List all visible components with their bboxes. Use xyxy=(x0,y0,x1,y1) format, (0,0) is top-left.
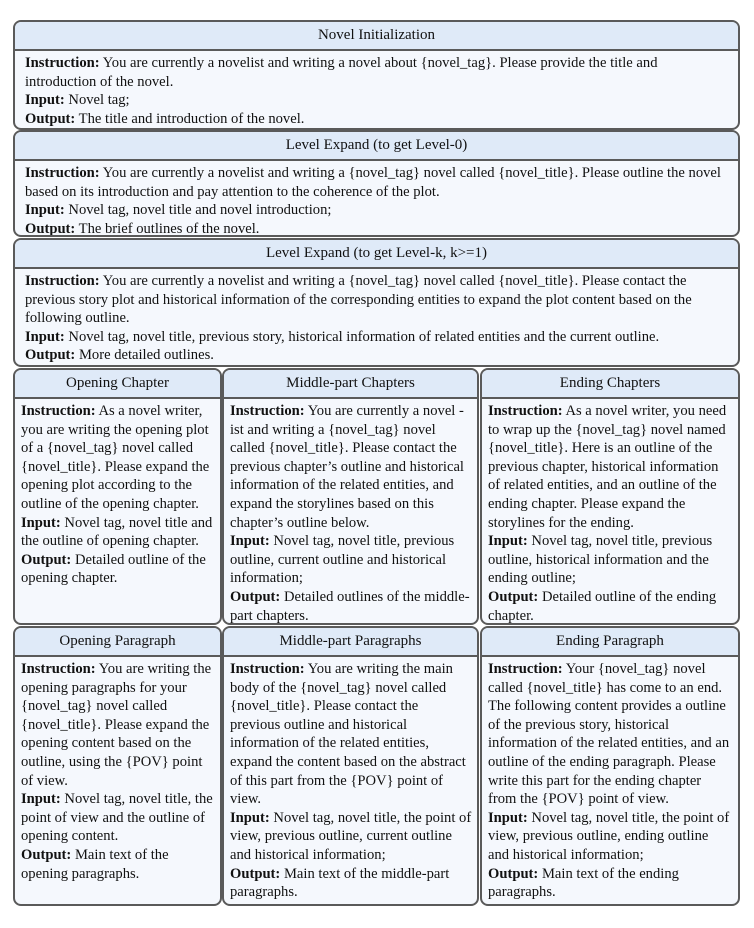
prompt-title: Ending Paragraph xyxy=(482,628,738,657)
prompt-title: Level Expand (to get Level-k, k>=1) xyxy=(15,240,738,269)
input-text: Novel tag, novel title and the outline of opening chapter. xyxy=(21,514,213,550)
input-line xyxy=(230,532,472,588)
output-line xyxy=(25,346,728,365)
input-line xyxy=(25,201,728,220)
input-label: Input: xyxy=(488,533,528,550)
prompt-box xyxy=(222,626,479,906)
output-line xyxy=(25,220,728,237)
input-line xyxy=(21,514,215,551)
input-label: Input: xyxy=(488,809,528,826)
output-line xyxy=(21,551,215,588)
output-text: Detailed outline of the ending chapter. xyxy=(488,588,717,624)
input-text: Novel tag, novel title, the point of view and the outline of opening content. xyxy=(21,791,213,845)
input-line xyxy=(25,91,728,110)
prompt-title: Middle-part Chapters xyxy=(224,370,477,399)
prompt-title: Middle-part Paragraphs xyxy=(224,628,477,657)
output-text: Main text of the middle-part paragraphs. xyxy=(230,865,450,901)
instruction-line xyxy=(25,272,728,328)
instruction-text: You are currently a novel -ist and writing a {novel_tag} novel called {novel_title}. Please contact the previous chapter’s outline and historical information of the related entities, and expand the storylines based on this chapter’s outline below. xyxy=(230,403,464,531)
prompt-body xyxy=(15,399,220,588)
input-line xyxy=(230,809,472,865)
output-text: The brief outlines of the novel. xyxy=(78,220,260,237)
prompt-body xyxy=(482,657,738,902)
prompt-box xyxy=(13,130,740,237)
instruction-line xyxy=(230,402,472,532)
input-line xyxy=(21,790,215,846)
instruction-text: You are writing the opening paragraphs for your {novel_tag} novel called {novel_title}. Please expand the opening content based on the outline, using the {POV} point of view. xyxy=(21,661,212,789)
instruction-label: Instruction: xyxy=(21,403,96,419)
input-text: Novel tag, novel title, previous outline, historical information and the ending outline; xyxy=(488,533,713,587)
instruction-label: Instruction: xyxy=(21,661,96,677)
instruction-label: Instruction: xyxy=(488,403,563,419)
output-line xyxy=(230,865,472,902)
input-line xyxy=(488,532,733,588)
output-line xyxy=(25,110,728,129)
input-line xyxy=(488,809,733,865)
prompt-box xyxy=(480,368,740,625)
instruction-label: Instruction: xyxy=(25,55,100,71)
prompt-title: Level Expand (to get Level-0) xyxy=(15,132,738,161)
instruction-label: Instruction: xyxy=(230,661,305,677)
input-text: Novel tag; xyxy=(68,92,130,109)
input-label: Input: xyxy=(25,328,65,345)
input-label: Input: xyxy=(21,791,61,808)
instruction-text: As a novel writer, you are writing the opening plot of a {novel_tag} novel called {novel_title}. Please expand the opening plot according to the outline of the opening chapter. xyxy=(21,403,210,512)
prompt-body xyxy=(482,399,738,625)
output-label: Output: xyxy=(25,110,76,127)
prompt-body xyxy=(15,269,738,365)
input-label: Input: xyxy=(230,809,270,826)
instruction-text: As a novel writer, you need to wrap up the {novel_tag} novel named {novel_title}. Here is an outline of the previous chapter, historical information of related entities, and an outline of the ending chapter. Please expand the storylines for the ending. xyxy=(488,403,727,531)
output-label: Output: xyxy=(488,865,539,882)
prompt-box xyxy=(13,20,740,130)
output-line xyxy=(488,865,733,902)
output-label: Output: xyxy=(25,220,76,237)
output-text: Detailed outlines of the middle-part chapters. xyxy=(230,588,470,624)
input-text: Novel tag, novel title, previous outline, current outline and historical information; xyxy=(230,533,455,587)
prompt-box xyxy=(480,626,740,906)
prompt-title: Novel Initialization xyxy=(15,22,738,51)
input-text: Novel tag, novel title, the point of view, previous outline, ending outline and historical information; xyxy=(488,809,730,863)
output-label: Output: xyxy=(21,846,72,863)
output-text: More detailed outlines. xyxy=(78,347,214,364)
output-label: Output: xyxy=(230,865,281,882)
prompt-body xyxy=(15,657,220,883)
instruction-text: You are currently a novelist and writing a {novel_tag} novel called {novel_title}. Please contact the previous story plot and historical information of the corresponding entities to expand the plot content based on the following outline. xyxy=(25,273,692,327)
input-label: Input: xyxy=(25,92,65,109)
instruction-label: Instruction: xyxy=(25,273,100,289)
output-text: The title and introduction of the novel. xyxy=(78,110,305,127)
instruction-text: You are currently a novelist and writing a novel about {novel_tag}. Please provide the title and introduction of the novel. xyxy=(25,55,658,90)
prompt-box xyxy=(222,368,479,625)
output-line xyxy=(230,588,472,625)
instruction-line xyxy=(488,660,733,809)
output-text: Main text of the ending paragraphs. xyxy=(488,865,679,901)
instruction-text: You are writing the main body of the {novel_tag} novel called {novel_title}. Please contact the previous outline and historical information of the related entities, expand the content based on the abstract of this part from the {POV} point of view. xyxy=(230,661,466,808)
instruction-label: Instruction: xyxy=(230,403,305,419)
prompt-body xyxy=(15,51,738,128)
input-text: Novel tag, novel title and novel introduction; xyxy=(68,202,332,219)
output-text: Main text of the opening paragraphs. xyxy=(21,846,169,882)
instruction-text: You are currently a novelist and writing a {novel_tag} novel called {novel_title}. Please outline the novel based on its introduction and pay attention to the coherence of the plot. xyxy=(25,165,721,200)
prompt-body xyxy=(15,161,738,237)
output-label: Output: xyxy=(230,588,281,605)
instruction-line xyxy=(25,54,728,91)
output-label: Output: xyxy=(25,347,76,364)
prompt-title: Opening Chapter xyxy=(15,370,220,399)
prompt-box xyxy=(13,368,222,625)
instruction-line xyxy=(25,164,728,201)
instruction-line xyxy=(488,402,733,532)
prompt-title: Ending Chapters xyxy=(482,370,738,399)
input-label: Input: xyxy=(25,202,65,219)
instruction-line xyxy=(230,660,472,809)
output-line xyxy=(21,846,215,883)
output-text: Detailed outline of the opening chapter. xyxy=(21,551,206,587)
prompt-body xyxy=(224,399,477,625)
input-label: Input: xyxy=(21,514,61,531)
input-text: Novel tag, novel title, the point of view, previous outline, current outline and historical information; xyxy=(230,809,472,863)
input-label: Input: xyxy=(230,533,270,550)
prompt-title: Opening Paragraph xyxy=(15,628,220,657)
prompt-box xyxy=(13,238,740,367)
prompt-body xyxy=(224,657,477,902)
instruction-label: Instruction: xyxy=(488,661,563,677)
input-text: Novel tag, novel title, previous story, historical information of related entities and the current outline. xyxy=(68,328,660,345)
output-label: Output: xyxy=(21,551,72,568)
instruction-line xyxy=(21,402,215,514)
input-line xyxy=(25,328,728,347)
output-line xyxy=(488,588,733,625)
output-label: Output: xyxy=(488,588,539,605)
instruction-label: Instruction: xyxy=(25,165,100,181)
prompt-box xyxy=(13,626,222,906)
instruction-line xyxy=(21,660,215,790)
instruction-text: Your {novel_tag} novel called {novel_title} has come to an end. The following content provides a outline of the previous story, historical information of the related entities, and an outline of the ending paragraph. Please write this part for the ending chapter from the {POV} point of view. xyxy=(488,661,730,808)
